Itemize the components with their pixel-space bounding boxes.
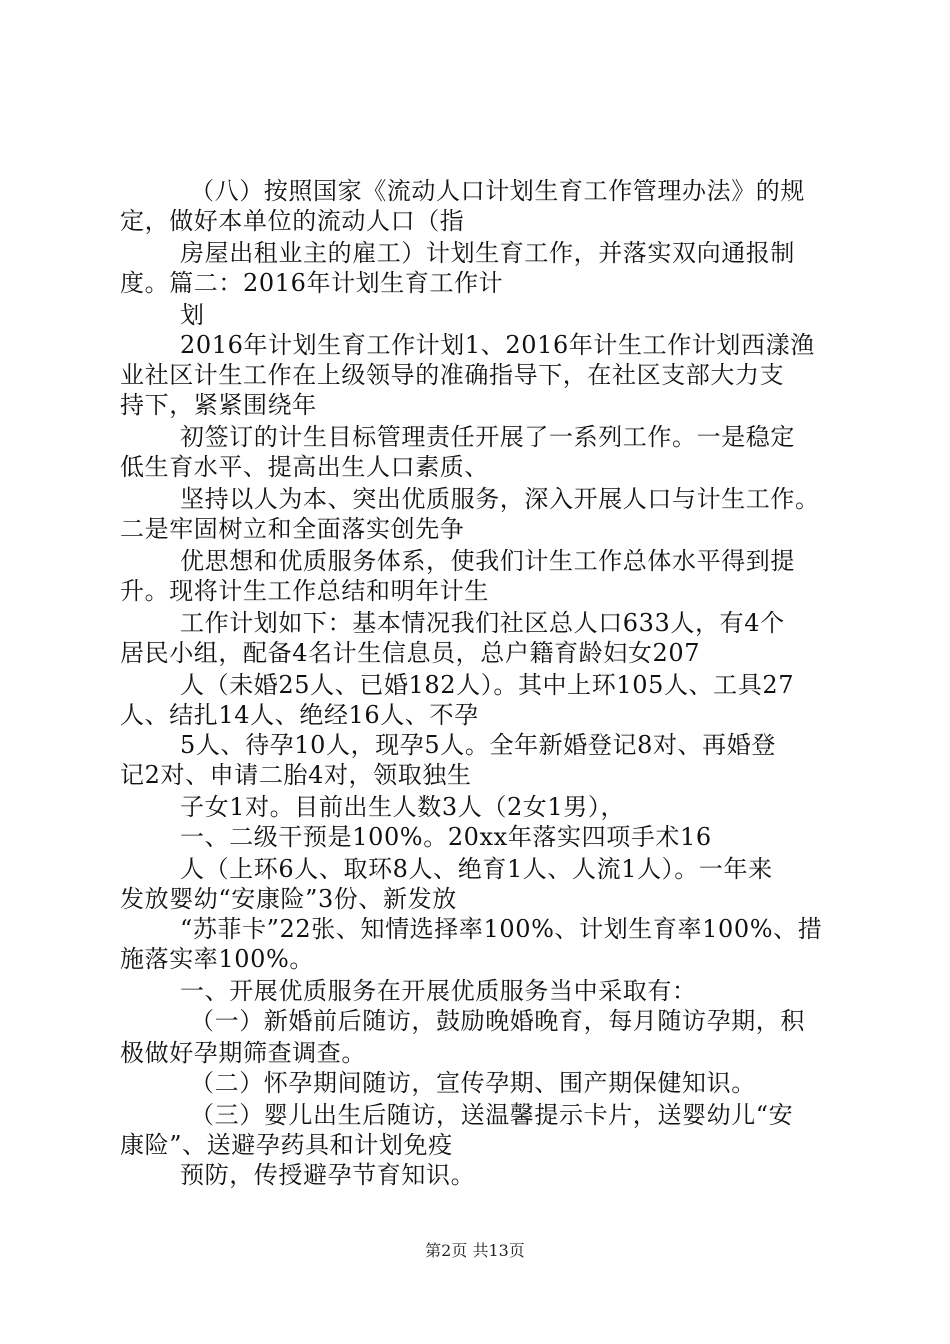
text-line: 预防，传授避孕节育知识。 (180, 1161, 476, 1189)
text-line: 子女1对。目前出生人数3人（2女1男）， (180, 793, 626, 821)
text-line: 人、结扎14人、绝经16人、不孕 (120, 701, 479, 729)
text-line: 初签订的计生目标管理责任开展了一系列工作。一是稳定 (180, 423, 795, 451)
page-footer: 第2页 共13页 (425, 1241, 525, 1260)
text-line: 度。篇二：2016年计划生育工作计 (120, 269, 504, 297)
text-line: 业社区计生工作在上级领导的准确指导下，在社区支部大力支 (120, 361, 785, 389)
text-line: 居民小组，配备4名计生信息员，总户籍育龄妇女207 (120, 639, 701, 667)
text-line: 施落实率100%。 (120, 945, 315, 973)
text-line: 升。现将计生工作总结和明年计生 (120, 577, 489, 605)
text-line: 人（上环6人、取环8人、绝育1人、人流1人）。一年来 (180, 855, 773, 883)
text-line: 人（未婚25人、已婚182人）。其中上环105人、工具27 (180, 671, 795, 699)
text-line: 一、二级干预是100%。20xx年落实四项手术16 (180, 823, 712, 851)
text-line: （二）怀孕期间随访，宣传孕期、围产期保健知识。 (190, 1069, 756, 1097)
text-line: 持下，紧紧围绕年 (120, 391, 317, 419)
text-line: 二是牢固树立和全面落实创先争 (120, 515, 465, 543)
text-line: 发放婴幼“安康险”3份、新发放 (120, 885, 457, 913)
text-line: 优思想和优质服务体系，使我们计生工作总体水平得到提 (180, 547, 795, 575)
text-line: 工作计划如下：基本情况我们社区总人口633人，有4个 (180, 609, 785, 637)
text-line: 一、开展优质服务在开展优质服务当中采取有： (180, 977, 697, 1005)
text-line: （一）新婚前后随访，鼓励晚婚晚育，每月随访孕期，积 (190, 1007, 805, 1035)
text-line: 极做好孕期筛查调查。 (120, 1039, 366, 1067)
text-line: 2016年计划生育工作计划1、2016年计生工作计划西漾渔 (180, 331, 815, 359)
text-line: （三）婴儿出生后随访，送温馨提示卡片，送婴幼儿“安 (190, 1101, 794, 1129)
text-line: 定，做好本单位的流动人口（指 (120, 207, 465, 235)
text-line: 5人、待孕10人，现孕5人。全年新婚登记8对、再婚登 (180, 731, 776, 759)
text-line: 坚持以人为本、突出优质服务，深入开展人口与计生工作。 (180, 485, 820, 513)
text-line: 划 (180, 301, 205, 329)
text-line: 记2对、申请二胎4对，领取独生 (120, 761, 472, 789)
text-line: 低生育水平、提高出生人口素质、 (120, 453, 489, 481)
text-line: 康险”、送避孕药具和计划免疫 (120, 1131, 453, 1159)
text-line: （八）按照国家《流动人口计划生育工作管理办法》的规 (190, 177, 805, 205)
text-line: “苏菲卡”22张、知情选择率100%、计划生育率100%、措 (180, 915, 823, 943)
text-line: 房屋出租业主的雇工）计划生育工作，并落实双向通报制 (180, 239, 795, 267)
